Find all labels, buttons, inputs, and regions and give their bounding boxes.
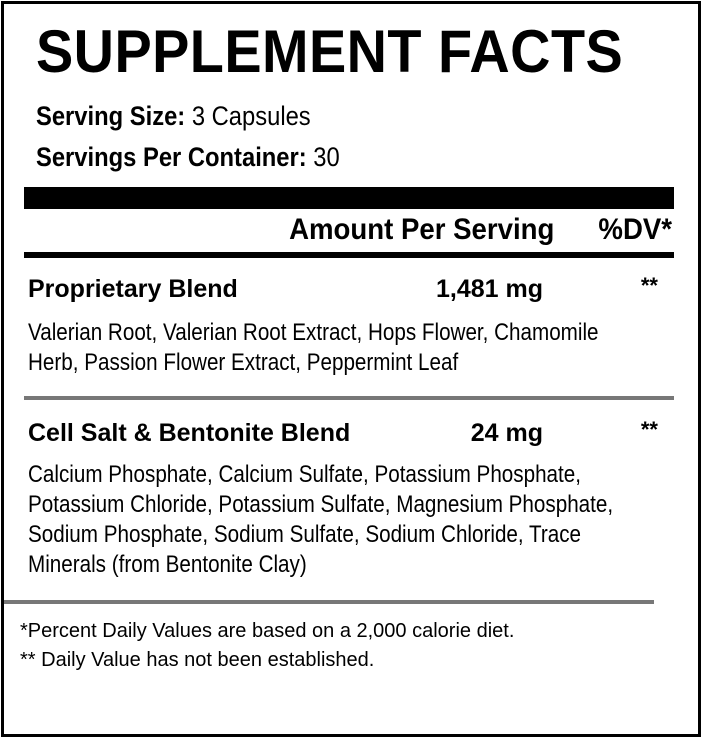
footnote-dv-not-established: ** Daily Value has not been established. (20, 649, 375, 671)
label-title: SUPPLEMENT FACTS (36, 18, 624, 85)
blend-daily-value: ** (640, 273, 658, 298)
servings-per-container (36, 139, 340, 175)
serving-size-label: Serving Size: (36, 101, 186, 131)
servings-per-container-value: 30 (306, 142, 340, 172)
blend-name: Cell Salt & Bentonite Blend (28, 419, 351, 447)
header-divider (24, 252, 674, 258)
blend-ingredients: Valerian Root, Valerian Root Extract, Hops Flower, Chamomile Herb, Passion Flower Extract, Peppermint Leaf (28, 319, 599, 376)
supplement-facts-panel (1, 1, 701, 737)
amount-per-serving-header: Amount Per Serving (288, 213, 554, 246)
blend-amount: 24 mg (470, 419, 543, 447)
footnote-divider (4, 600, 654, 604)
servings-per-container-label: Servings Per Container: (36, 142, 307, 172)
footnote-percent-dv: *Percent Daily Values are based on a 2,000 calorie diet. (20, 620, 515, 642)
serving-size-value: 3 Capsules (185, 101, 311, 131)
blend-amount: 1,481 mg (435, 275, 543, 303)
blend-ingredients: Calcium Phosphate, Calcium Sulfate, Potassium Phosphate, Potassium Chloride, Potassium Sulfate, Magnesium Phosphate, Sodium Phosphate, Sodium Sulfate, Sodium Chloride, Trace Minerals (from Bentonite Clay) (28, 461, 614, 578)
blend-name: Proprietary Blend (28, 275, 238, 303)
column-header-row (24, 210, 674, 250)
blend-daily-value: ** (640, 417, 658, 442)
serving-size (36, 98, 311, 134)
daily-value-header: %DV* (598, 213, 672, 246)
thick-divider (24, 187, 674, 209)
section-divider (24, 396, 674, 400)
